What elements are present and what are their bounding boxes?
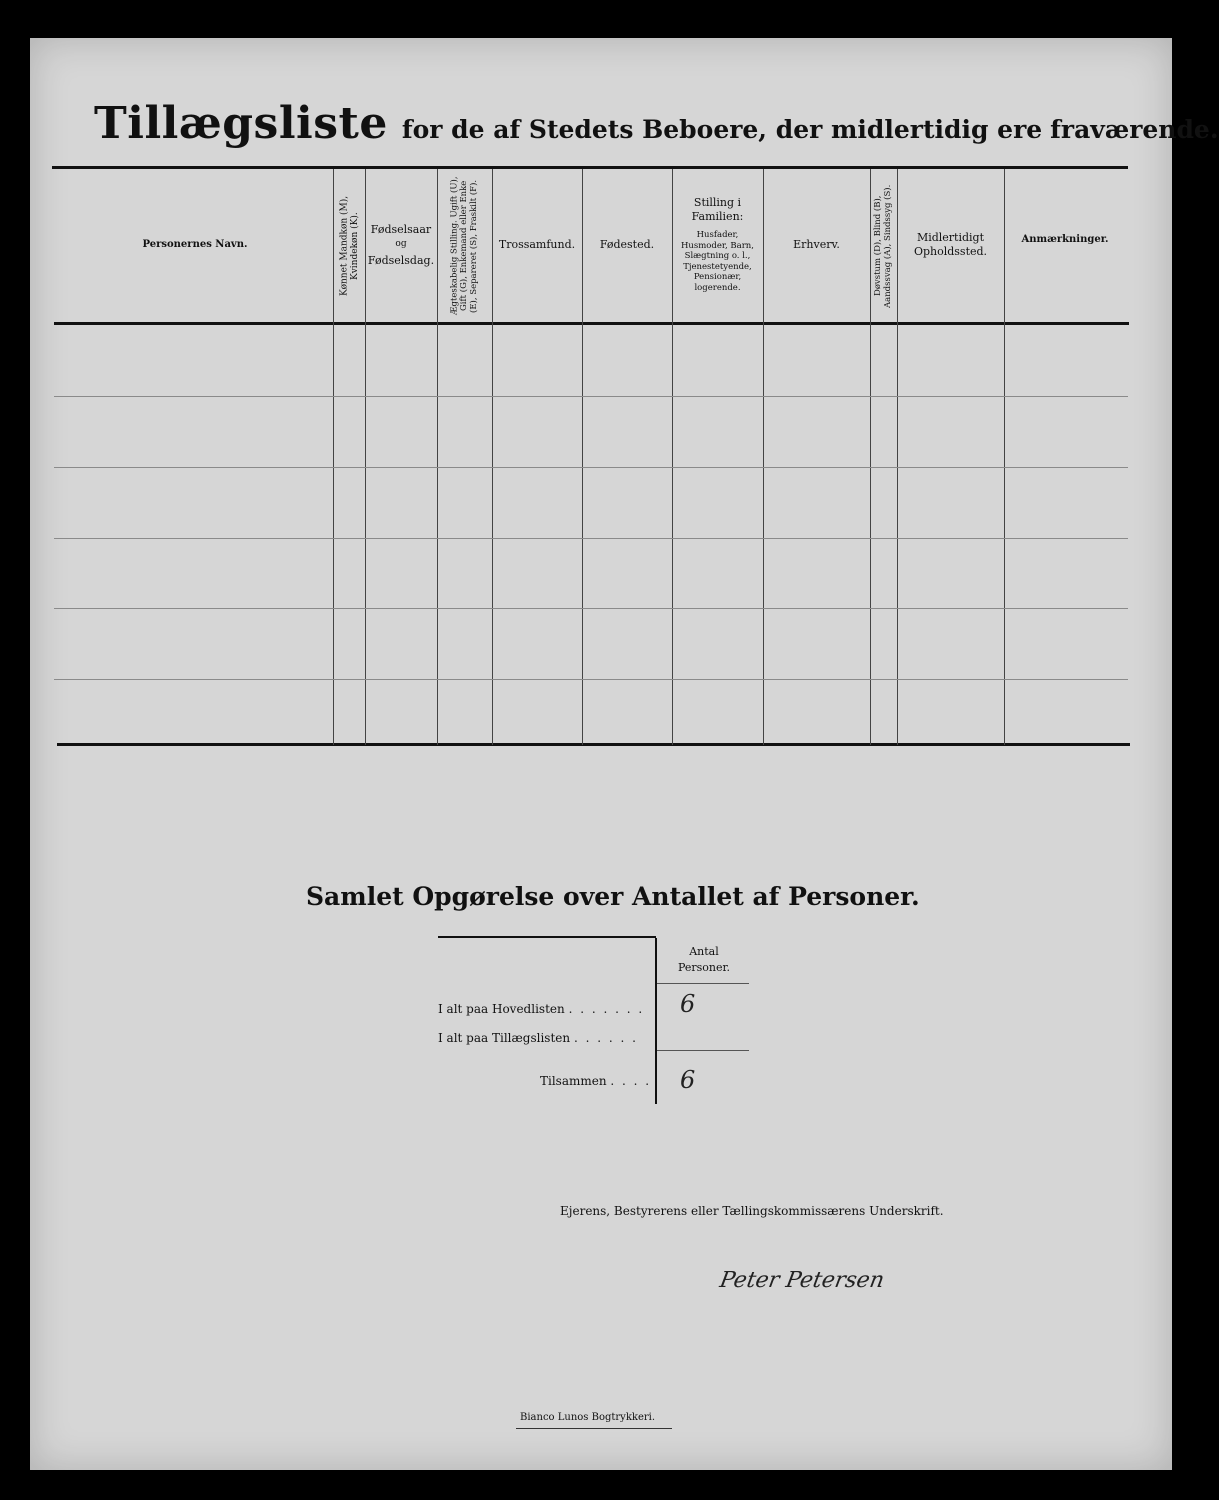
row-divider: [54, 608, 1128, 609]
summary-top-rule: [438, 936, 656, 938]
summary-title: Samlet Opgørelse over Antallet af Personer.: [306, 882, 920, 911]
summary-dots: . . . . . .: [573, 1031, 638, 1045]
table-bottom-rule: [57, 743, 1130, 746]
header-family-detail: Husfader, Husmoder, Barn, Slægtning o. l., Tjenestetyende, Pensionær, logerende.: [681, 229, 754, 293]
row-divider: [54, 467, 1128, 468]
header-name-text: Personernes Navn.: [142, 238, 248, 250]
summary-row-tilsammen: [540, 1074, 651, 1088]
header-religion: [493, 170, 581, 320]
header-name: [60, 170, 330, 320]
row-divider: [54, 679, 1128, 680]
subtotal-rule: [657, 1050, 749, 1051]
printer-imprint: Bianco Lunos Bogtrykkeri.: [520, 1412, 656, 1423]
header-remarks: [1005, 170, 1125, 310]
title-emphasis: fraværende.: [1050, 115, 1219, 144]
header-gender-text: Kønnet Mandkøn (M), Kvindekøn (K).: [339, 195, 360, 297]
header-disability: [871, 172, 897, 320]
summary-label: I alt paa Tillægslisten: [438, 1031, 571, 1045]
summary-dots: . . . .: [610, 1074, 652, 1088]
header-family: [673, 170, 762, 320]
header-gender: [336, 172, 364, 320]
signature-handwriting: Peter Petersen: [717, 1268, 887, 1293]
hovedlisten-value: 6: [680, 990, 696, 1018]
title-rest: for de af Stedets Beboere, der midlertidig ere: [401, 115, 1043, 144]
header-occupation-text: Erhverv.: [793, 238, 840, 252]
header-birth-year: Fødselsaar: [370, 222, 432, 236]
header-religion-text: Trossamfund.: [498, 238, 576, 252]
header-birthplace: [583, 170, 671, 320]
antal-header-2: Personer.: [677, 960, 731, 974]
printer-rule: [516, 1428, 672, 1429]
header-temp-residence-2: Opholdssted.: [913, 245, 988, 258]
summary-row-hovedlisten: [438, 1002, 644, 1016]
header-birth-day: Fødselsdag.: [367, 253, 435, 267]
header-family-title: Stilling i Familien:: [691, 196, 744, 224]
header-birth: [366, 170, 436, 320]
summary-divider: [655, 938, 657, 1104]
title-main: Tillægsliste: [94, 98, 388, 149]
column-divider: [333, 169, 334, 745]
summary-label: Tilsammen: [540, 1074, 607, 1088]
antal-header-1: Antal: [689, 945, 719, 958]
header-bottom-rule: [54, 322, 1129, 325]
header-temp-residence: [898, 170, 1003, 320]
form-title: [94, 98, 1219, 158]
header-occupation: [764, 170, 869, 320]
header-marital: [439, 172, 491, 320]
summary-dots: . . . . . . .: [568, 1002, 645, 1016]
antal-header: [660, 944, 748, 976]
top-rule: [52, 166, 1128, 169]
column-divider: [437, 169, 438, 745]
tilsammen-value: 6: [680, 1066, 696, 1094]
row-divider: [54, 538, 1128, 539]
summary-row-tillaegslisten: [438, 1031, 638, 1045]
header-birth-og: og: [395, 239, 407, 250]
antal-header-rule: [657, 983, 749, 984]
header-birthplace-text: Fødested.: [599, 238, 655, 252]
header-remarks-text: Anmærkninger.: [1021, 233, 1109, 245]
row-divider: [54, 396, 1128, 397]
signature-label: Ejerens, Bestyrerens eller Tællingskommissærens Underskrift.: [560, 1204, 944, 1218]
header-temp-residence-1: Midlertidigt: [916, 231, 985, 245]
summary-label: I alt paa Hovedlisten: [438, 1002, 565, 1016]
header-marital-text: Ægteskabelig Stilling. Ugift (U), Gift (G), Enkemand eller Enke (E), Separeret (S), Fraskilt (F).: [449, 176, 479, 316]
header-disability-text: Døvstum (D), Blind (B), Aandssvag (A), Sindssyg (S).: [873, 184, 893, 308]
